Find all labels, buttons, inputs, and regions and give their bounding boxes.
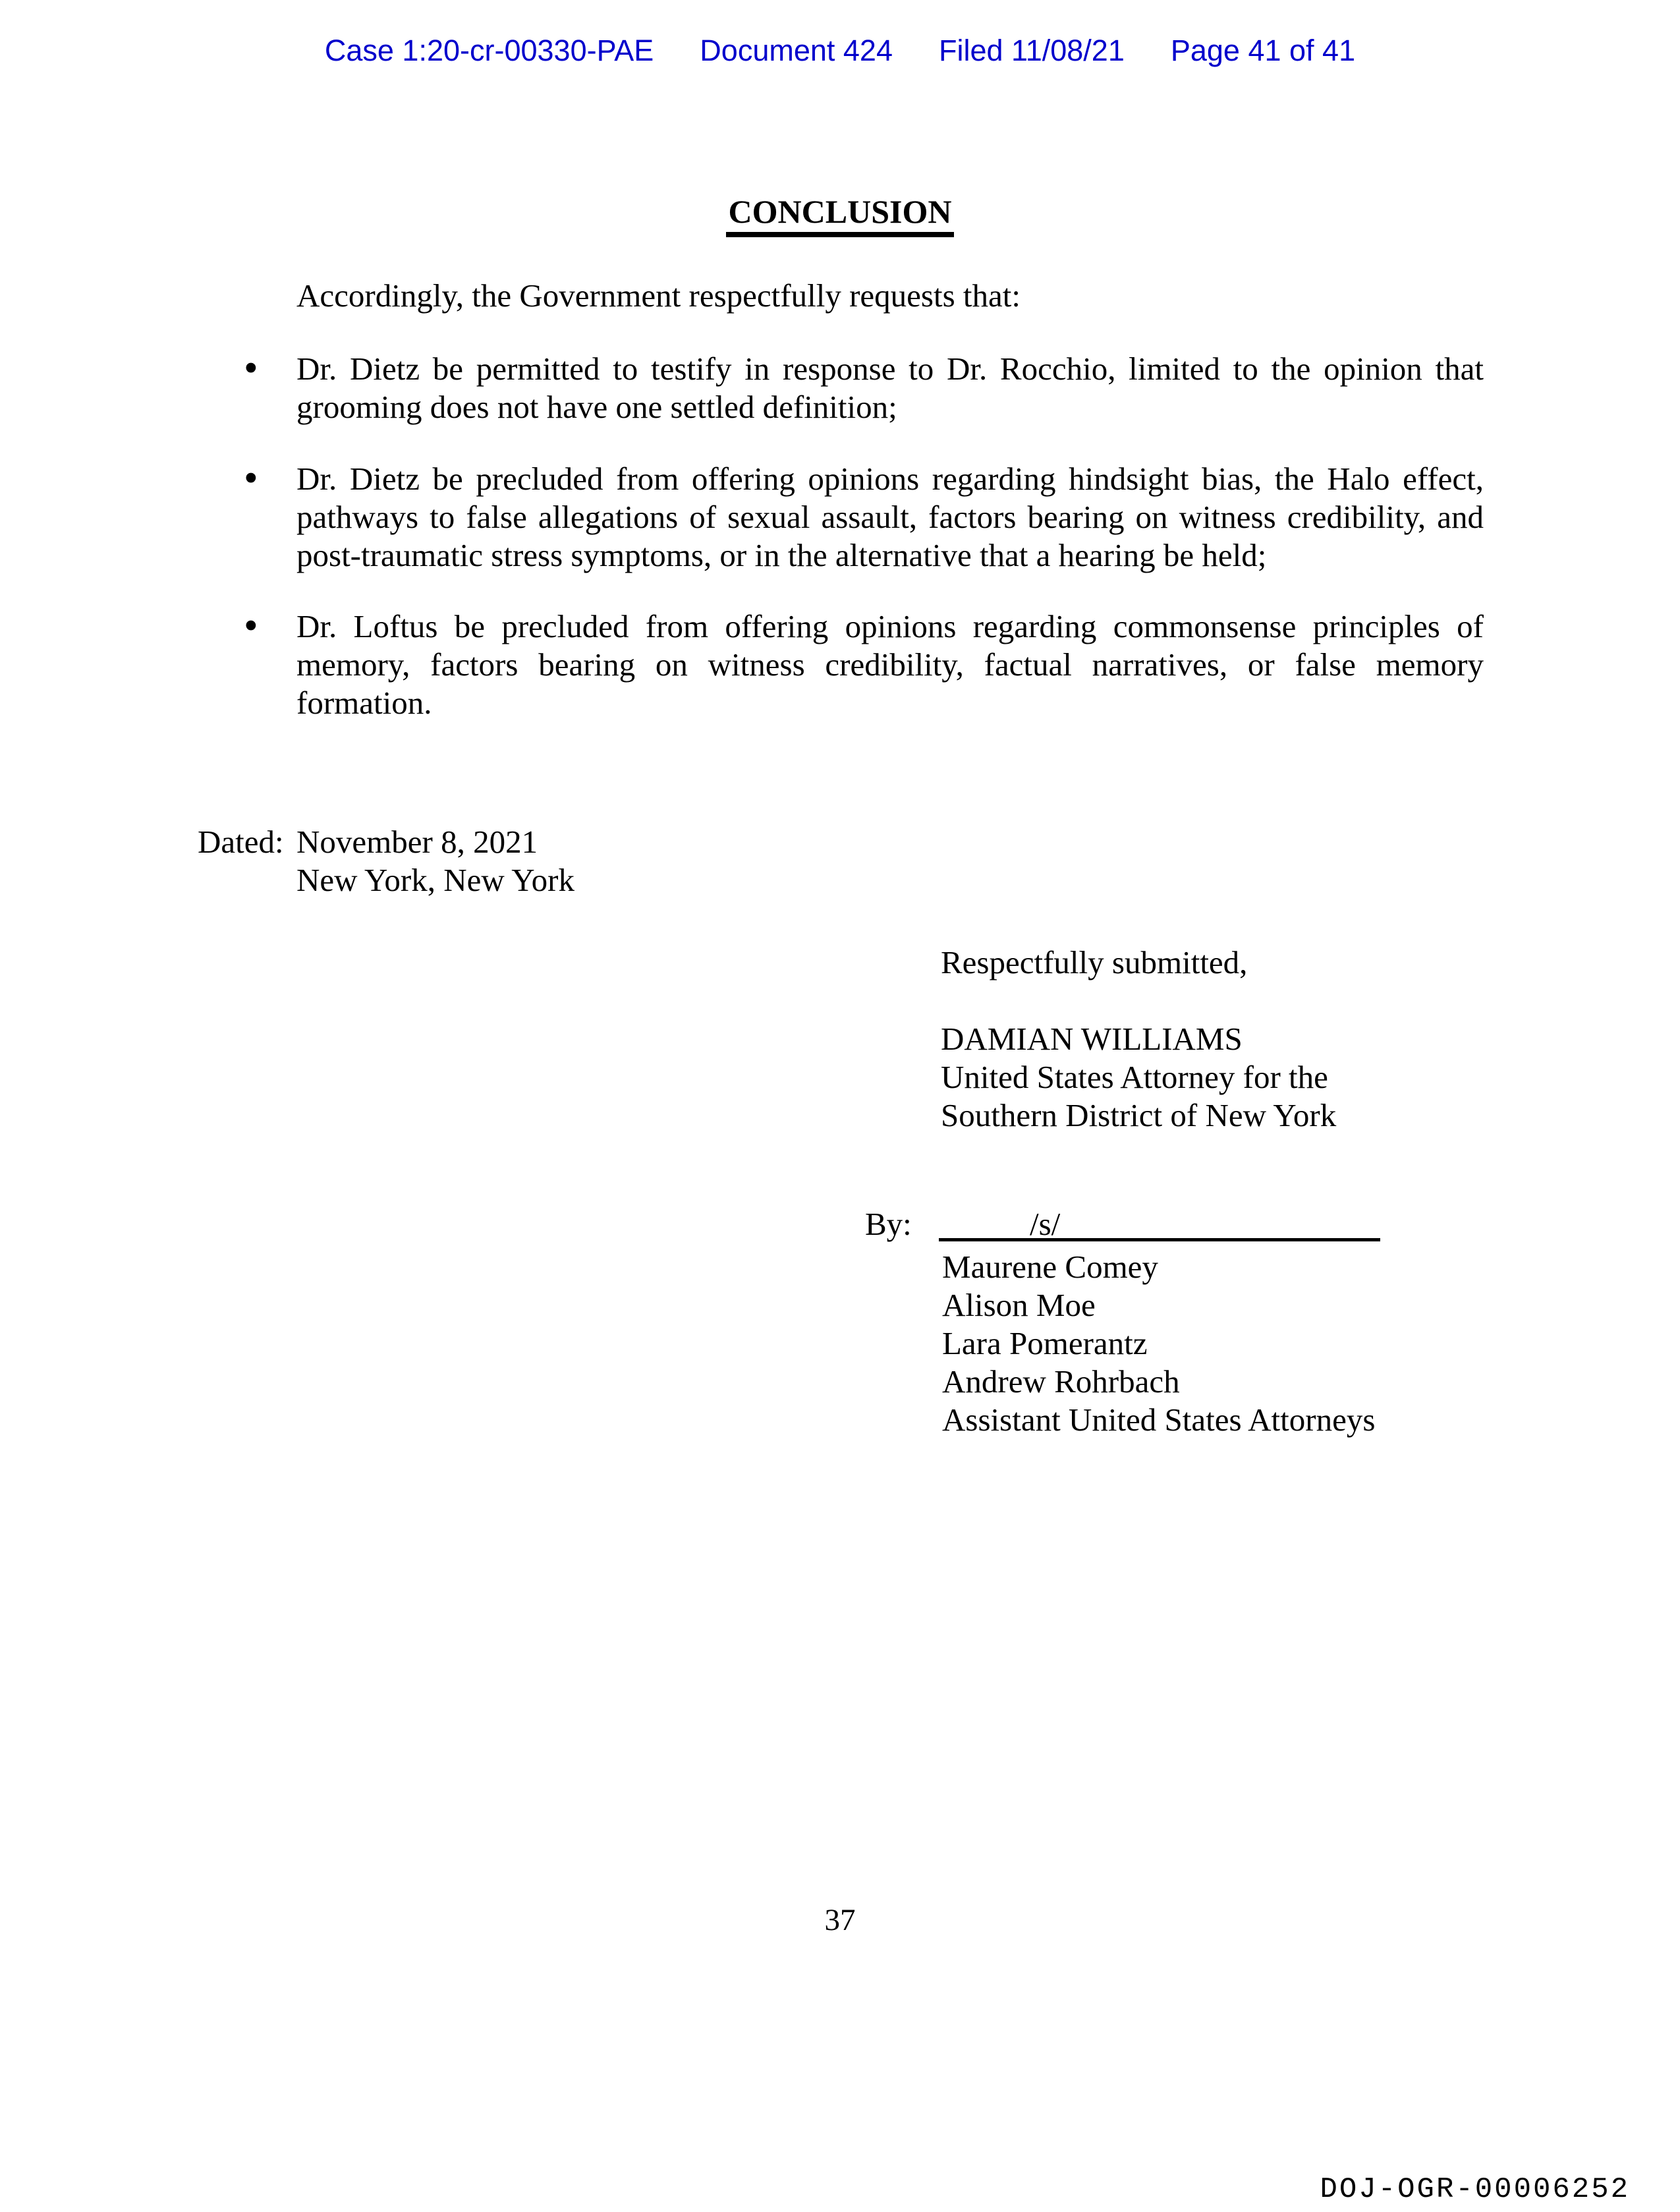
office-line-1: United States Attorney for the bbox=[941, 1059, 1328, 1095]
list-item-line: formation. bbox=[296, 685, 432, 721]
attorney-name: Lara Pomerantz bbox=[942, 1325, 1148, 1361]
dated-place: New York, New York bbox=[296, 862, 575, 898]
us-attorney-name: DAMIAN WILLIAMS bbox=[941, 1021, 1243, 1057]
list-item-line: post-traumatic stress symptoms, or in the alternative that a hearing be held; bbox=[296, 537, 1267, 573]
case-number: Case 1:20-cr-00330-PAE bbox=[324, 34, 654, 67]
signature-s-mark: /s/ bbox=[1030, 1206, 1061, 1242]
dated-lines bbox=[296, 823, 574, 899]
list-item-line: grooming does not have one settled definition; bbox=[296, 389, 897, 425]
list-item bbox=[244, 346, 1484, 426]
section-title-wrap bbox=[0, 195, 1680, 237]
list-item bbox=[244, 456, 1484, 575]
filed-date: Filed 11/08/21 bbox=[938, 34, 1125, 67]
signature-block bbox=[941, 944, 1336, 1135]
page-number: 37 bbox=[824, 1903, 856, 1937]
attorneys-title: Assistant United States Attorneys bbox=[942, 1402, 1376, 1438]
list-item-line: pathways to false allegations of sexual assault, factors bearing on witness credibility, and bbox=[296, 499, 1484, 535]
bullet-icon: • bbox=[244, 346, 258, 391]
by-signature-block bbox=[865, 1207, 1380, 1439]
document-number: Document 424 bbox=[700, 34, 893, 67]
attorney-name: Maurene Comey bbox=[942, 1249, 1158, 1285]
list-item-line: Dr. Loftus be precluded from offering opinions regarding commonsense principles of bbox=[296, 608, 1484, 644]
office-line-2: Southern District of New York bbox=[941, 1097, 1337, 1133]
dated-label: Dated: bbox=[198, 824, 284, 860]
signature-line bbox=[939, 1207, 1380, 1241]
respectfully-submitted: Respectfully submitted, bbox=[941, 944, 1248, 980]
bates-stamp: DOJ-OGR-00006252 bbox=[1320, 2173, 1630, 2206]
attorney-name: Alison Moe bbox=[942, 1287, 1096, 1323]
section-title: CONCLUSION bbox=[726, 195, 955, 237]
dated-block bbox=[198, 823, 574, 899]
list-item bbox=[244, 604, 1484, 722]
list-item-line: Dr. Dietz be permitted to testify in response to Dr. Rocchio, limited to the opinion that bbox=[296, 351, 1484, 387]
bullet-icon: • bbox=[244, 456, 258, 501]
dated-date: November 8, 2021 bbox=[296, 824, 538, 860]
attorney-name: Andrew Rohrbach bbox=[942, 1363, 1180, 1400]
list-item-line: memory, factors bearing on witness credibility, factual narratives, or false memory bbox=[296, 646, 1484, 683]
page-indicator: Page 41 of 41 bbox=[1170, 34, 1356, 67]
by-row bbox=[865, 1207, 1380, 1241]
bullet-icon: • bbox=[244, 604, 258, 648]
by-label: By: bbox=[865, 1206, 912, 1242]
attorney-list bbox=[942, 1248, 1380, 1439]
list-item-line: Dr. Dietz be precluded from offering opinions regarding hindsight bias, the Halo effect, bbox=[296, 461, 1484, 497]
case-caption-header bbox=[0, 34, 1680, 67]
intro-paragraph: Accordingly, the Government respectfully requests that: bbox=[296, 277, 1021, 314]
